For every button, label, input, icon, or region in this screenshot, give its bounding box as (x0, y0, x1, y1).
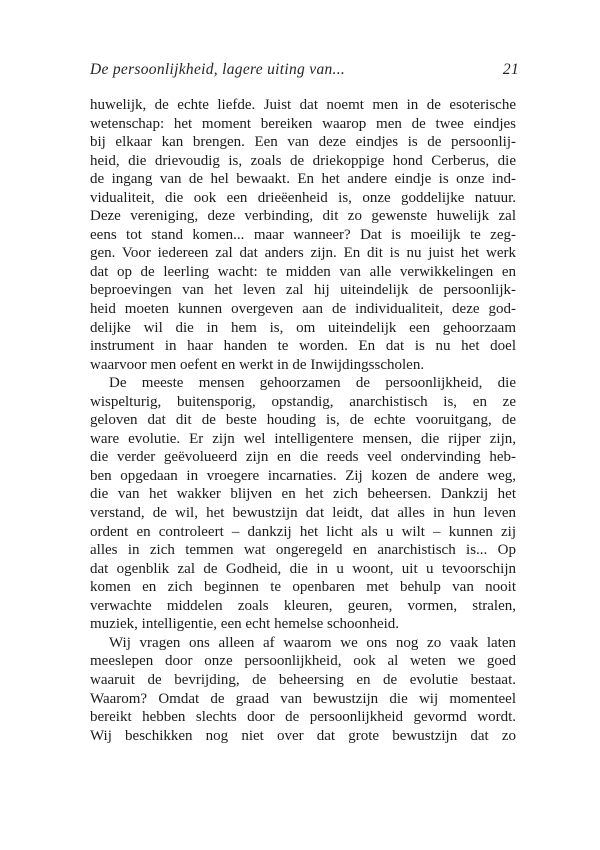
text-line: bereikt hebben slechts door de persoonlijkheid gevormd wordt. (90, 709, 516, 726)
text-line: ordent en controleert – dankzij het licht als u wilt – kunnen zij (90, 523, 516, 540)
text-line: delijke wil die in hem is, om uiteindelijk een gehoorzaam (90, 319, 516, 336)
text-line: vidualiteit, die ook een drieëenheid is, onze goddelijke natuur. (90, 189, 516, 206)
text-line: eens tot stand komen... maar wanneer? Dat is moeilijk te zeg- (90, 226, 516, 243)
paragraph (90, 374, 516, 634)
text-line: bij elkaar kan brengen. Een van deze eindjes is de persoonlij- (90, 134, 516, 151)
text-line: wispelturig, buitensporig, opstandig, anarchistisch is, en ze (90, 393, 516, 410)
text-line: die verder geëvolueerd zijn en die reeds veel ondervinding heb- (90, 449, 516, 466)
paragraph (90, 96, 516, 374)
chapter-title: De persoonlijkheid, lagere uiting van... (90, 61, 346, 78)
text-line: die van het wakker blijven en het zich beheersen. Dankzij het (90, 486, 516, 503)
page-number: 21 (502, 61, 519, 78)
text-line: komen en zich beginnen te openbaren met behulp van nooit (90, 579, 516, 596)
text-line: waarvoor men oefent en werkt in de Inwijdingsscholen. (90, 356, 425, 373)
text-line: Deze vereniging, deze verbinding, dit zo gewenste huwelijk zal (90, 208, 516, 225)
text-line: wetenschap: het moment bereiken waarop men de twee eindjes (90, 115, 516, 132)
text-line: waaruit de bevrijding, de beheersing en de evolutie bestaat. (90, 671, 516, 688)
text-line: dat op de leerling wacht: te midden van alle verwikkelingen en (90, 263, 516, 280)
running-header (90, 61, 519, 79)
text-line: gen. Voor iedereen zal dat anders zijn. En dit is nu juist het werk (90, 245, 516, 262)
text-line: Wij beschikken nog niet over dat grote bewustzijn dat zo (90, 727, 516, 744)
body-text (90, 96, 516, 745)
text-line: huwelijk, de echte liefde. Juist dat noemt men in de esoterische (90, 97, 516, 113)
text-line: heid moeten kunnen overgeven aan de individualiteit, deze god- (90, 301, 516, 318)
text-line: muziek, intelligentie, een echt hemelse schoonheid. (90, 616, 400, 633)
text-line: Waarom? Omdat de graad van bewustzijn die wij momenteel (90, 690, 516, 707)
text-line: meeslepen door onze persoonlijkheid, ook al weten we goed (90, 653, 516, 670)
text-line: instrument in haar handen te worden. En dat is nu het doel (90, 338, 516, 355)
text-line: de ingang van de hel bewaakt. En het andere eindje is onze ind- (90, 171, 516, 188)
text-line: dat ogenblik zal de Godheid, die in u woont, uit u tevoorschijn (90, 560, 516, 577)
text-line: verwachte middelen zoals kleuren, geuren, vormen, stralen, (90, 597, 516, 614)
text-line: heid, die drievoudig is, zoals de driekoppige hond Cerberus, die (90, 152, 516, 169)
paragraph (90, 634, 516, 745)
text-line: Wij vragen ons alleen af waarom we ons nog zo vaak laten (109, 634, 516, 651)
text-line: ben opgedaan in vroegere incarnaties. Zij kozen de andere weg, (90, 467, 516, 484)
text-line: verstand, de wil, het bewustzijn dat leidt, dat alles in hun leven (90, 505, 516, 522)
text-line: De meeste mensen gehoorzamen de persoonlijkheid, die (109, 375, 516, 392)
text-line: alles in zich temmen wat ongeregeld en anarchistisch is... Op (90, 542, 516, 559)
text-line: ware evolutie. Er zijn wel intelligentere mensen, die rijper zijn, (90, 430, 516, 447)
text-line: beproevingen van het leven zal hij uiteindelijk de persoonlijk- (90, 282, 516, 299)
text-line: geloven dat dit de beste houding is, de echte vooruitgang, de (90, 412, 516, 429)
